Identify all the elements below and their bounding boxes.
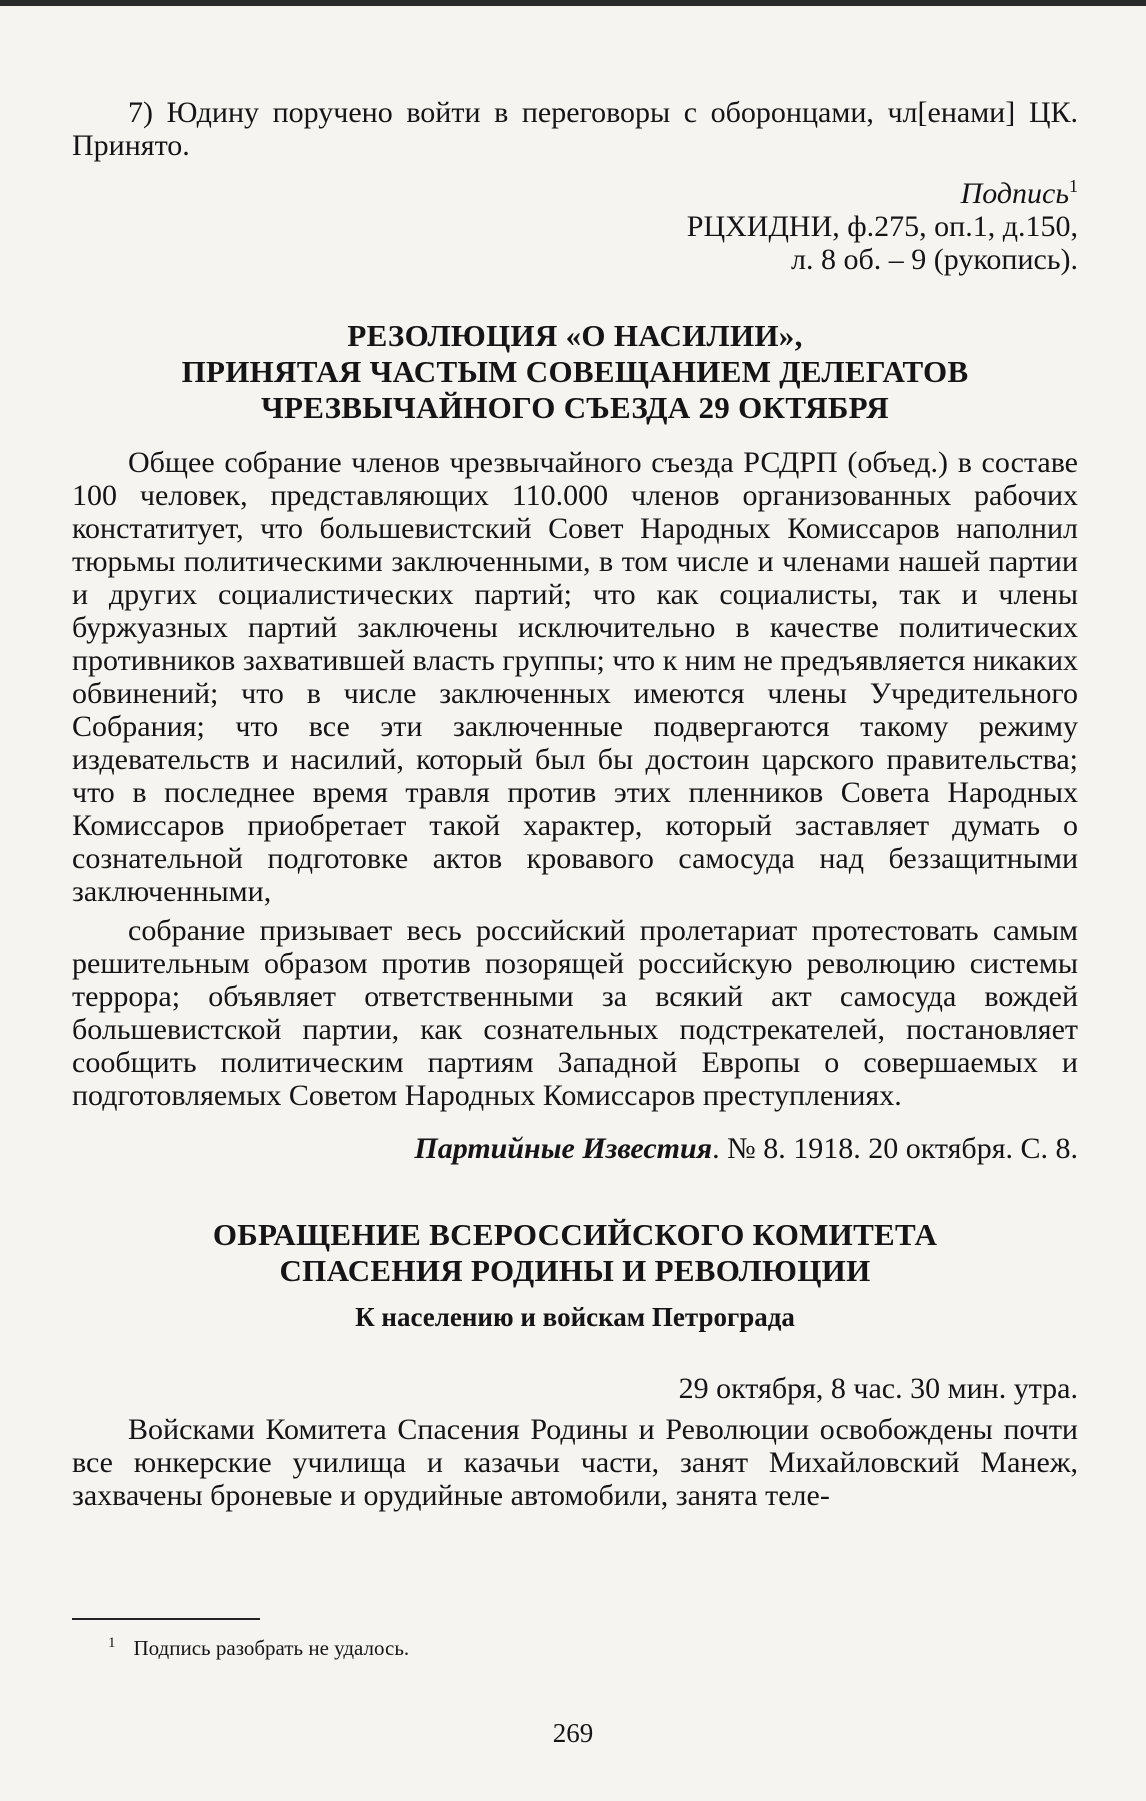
resolution-title-line-2: ПРИНЯТАЯ ЧАСТЫМ СОВЕЩАНИЕМ ДЕЛЕГАТОВ	[181, 354, 969, 389]
signature-line	[72, 170, 1078, 210]
appeal-title-line-1: ОБРАЩЕНИЕ ВСЕРОССИЙСКОГО КОМИТЕТА	[212, 1217, 938, 1252]
item-7-text: 7) Юдину поручено войти в переговоры с оборонцами, чл[енами] ЦК. Принято.	[72, 96, 1078, 162]
appeal-dateline: 29 октября, 8 час. 30 мин. утра.	[678, 1372, 1078, 1405]
source-title: Партийные Известия	[414, 1132, 713, 1165]
resolution-title-line-1: РЕЗОЛЮЦИЯ «О НАСИЛИИ»,	[347, 318, 803, 353]
appeal-subtitle: К населению и войскам Петрограда	[355, 1302, 795, 1332]
resolution-title-line-3: ЧРЕЗВЫЧАЙНОГО СЪЕЗДА 29 ОКТЯБРЯ	[261, 390, 889, 425]
appeal-title-line-2: СПАСЕНИЯ РОДИНЫ И РЕВОЛЮЦИИ	[279, 1253, 871, 1288]
scan-top-edge	[0, 0, 1146, 6]
footnote-divider	[72, 1618, 260, 1620]
archive-line-1: РЦХИДНИ, ф.275, оп.1, д.150,	[686, 210, 1078, 243]
page-content	[72, 96, 1078, 1512]
resolution-title	[72, 318, 1078, 426]
source-details: . № 8. 1918. 20 октября. С. 8.	[712, 1132, 1078, 1165]
appeal-title	[72, 1217, 1078, 1289]
footnote	[108, 1630, 409, 1661]
page-number: 269	[552, 1718, 594, 1748]
signature-label: Подпись	[960, 177, 1069, 210]
footnote-mark: 1	[108, 1635, 116, 1651]
footnote-text: Подпись разобрать не удалось.	[133, 1636, 410, 1660]
appeal-paragraph-1: Войсками Комитета Спасения Родины и Революции освобождены почти все юнкерские училища и казачьи части, занят Михайловский Манеж, захвачены броневые и орудийные автомобили, занята теле-	[72, 1413, 1078, 1512]
signature-footnote-mark: 1	[1069, 176, 1078, 196]
resolution-source	[72, 1132, 1078, 1165]
resolution-paragraph-2: собрание призывает весь российский пролетариат протестовать самым решительным образом против позорящей российскую революцию системы террора; объявляет ответственными за всякий акт самосуда вождей большевистской партии, как сознательных подстрекателей, постановляет сообщить политическим партиям Западной Европы о совершаемых и подготовляемых Советом Народных Комиссаров преступлениях.	[72, 914, 1078, 1112]
archive-line-2: л. 8 об. – 9 (рукопись).	[791, 243, 1078, 276]
resolution-paragraph-1: Общее собрание членов чрезвычайного съезда РСДРП (объед.) в составе 100 человек, представляющих 110.000 членов организованных рабочих констатитует, что большевистский Совет Народных Комиссаров наполнил тюрьмы политическими заключенными, в том числе и членами нашей партии и других социалистических партий; что как социалисты, так и члены буржуазных партий заключены исключительно в качестве политических противников захватившей власть группы; что к ним не предъявляется никаких обвинений; что в числе заключенных имеются члены Учредительного Собрания; что все эти заключенные подвергаются такому режиму издевательств и насилий, который был бы достоин царского правительства; что в последнее время травля против этих пленников Совета Народных Комиссаров приобретает такой характер, который заставляет думать о сознательной подготовке актов кровавого самосуда над беззащитными заключенными,	[72, 446, 1078, 908]
